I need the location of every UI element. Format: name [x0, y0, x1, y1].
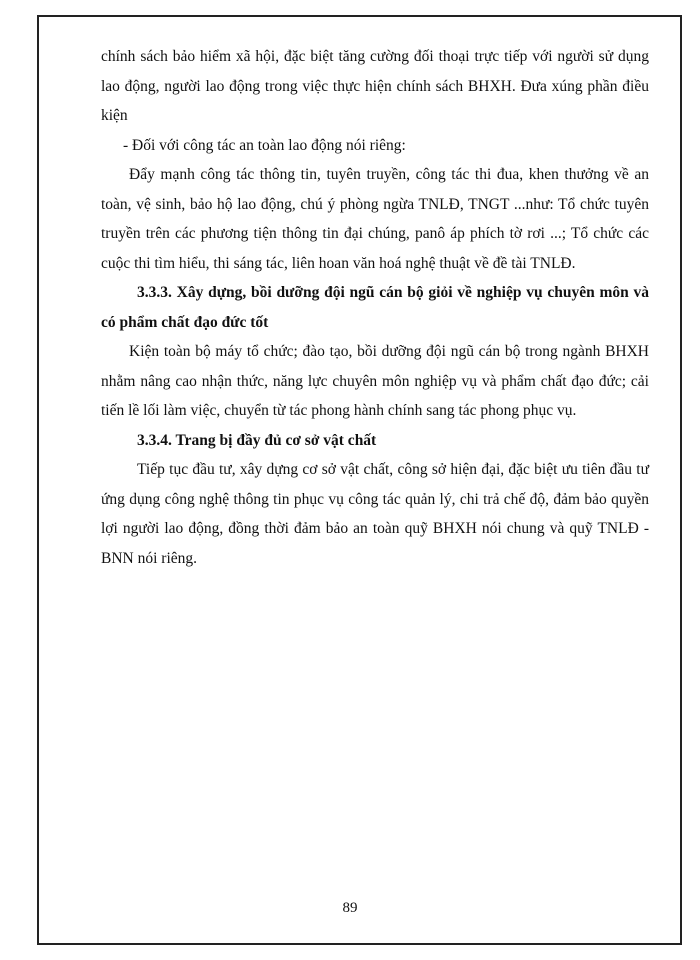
bullet-item-safety: - Đối với công tác an toàn lao động nói riêng: [123, 136, 406, 154]
paragraph-propaganda: Đẩy mạnh công tác thông tin, tuyên truyền, công tác thi đua, khen thưởng về an toàn, vệ sinh, bảo hộ lao động, chú ý phòng ngừa TNLĐ, TNGT ...như: Tổ chức tuyên truyền trên các phương tiện thông tin đại chúng, panô áp phích tờ rơi ...; Tổ chức các cuộc thi tìm hiểu, thi sáng tác, liên hoan văn hoá nghệ thuật về đề tài TNLĐ. [101, 166, 649, 272]
page-number: 89 [342, 900, 358, 916]
paragraph-infrastructure: Tiếp tục đầu tư, xây dựng cơ sở vật chất, công sở hiện đại, đặc biệt ưu tiên đầu tư ứng dụng công nghệ thông tin phục vụ công tác quản lý, chi trả chế độ, đảm bảo quyền lợi người lao động, đồng thời đảm bảo an toàn quỹ BHXH nói chung và quỹ TNLĐ - BNN nói riêng. [101, 461, 649, 567]
section-heading-3-3-4: 3.3.4. Trang bị đầy đủ cơ sở vật chất [137, 431, 377, 449]
paragraph-continuation: chính sách bảo hiểm xã hội, đặc biệt tăng cường đối thoại trực tiếp với người sử dụng lao động, người lao động trong việc thực hiện chính sách BHXH. Đưa xúng phần điều kiện [101, 48, 649, 124]
section-heading-3-3-3: 3.3.3. Xây dựng, bồi dưỡng đội ngũ cán bộ giỏi về nghiệp vụ chuyên môn và có phẩm chất đạo đức tốt [101, 284, 649, 331]
document-body [101, 42, 649, 573]
paragraph-organization: Kiện toàn bộ máy tổ chức; đào tạo, bồi dưỡng đội ngũ cán bộ trong ngành BHXH nhằm nâng cao nhận thức, năng lực chuyên môn nghiệp vụ và phẩm chất đạo đức; cải tiến lề lối làm việc, chuyển từ tác phong hành chính sang tác phong phục vụ. [101, 343, 649, 419]
